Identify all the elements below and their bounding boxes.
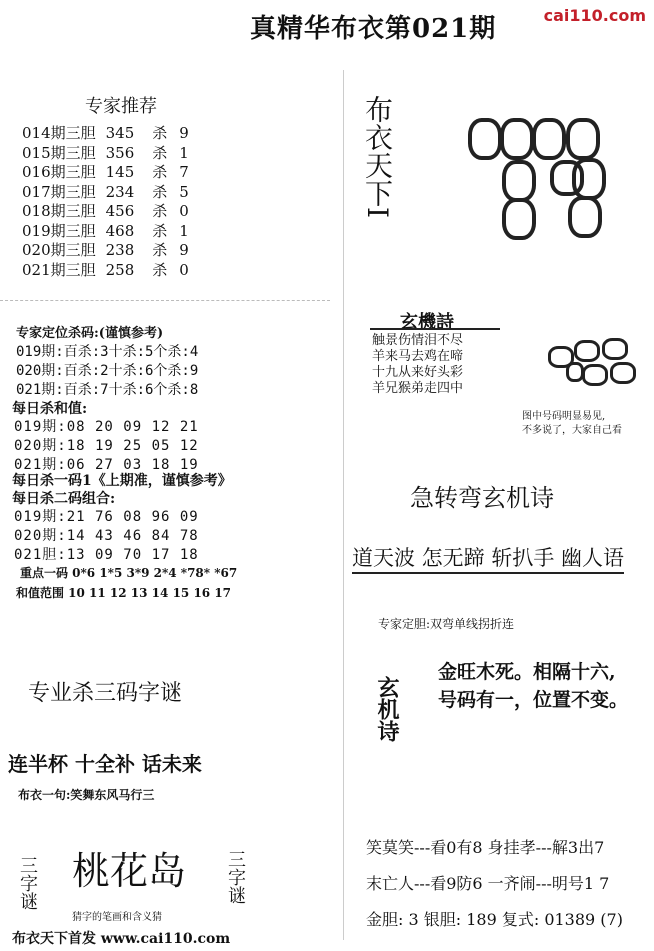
daily-sum-row: 020期:18 19 25 05 12 [14,438,199,454]
expert-pos: 专家定胆:双弯单线拐折连 [378,617,515,631]
key-code: 重点一码 0*6 1*5 3*9 2*4 *78* *67 [20,566,238,580]
riddle-sub: 布衣一句:笑舞东风马行三 [18,788,155,802]
expert-kill-label: 杀 [152,202,168,220]
daily-two-row: 019期:21 76 08 96 09 [14,509,199,525]
expert-row [22,183,189,203]
bottom-clue: 笑莫笑---看0有8 身挂孝---解3出7 [366,838,605,857]
riddle-title: 专业杀三码字谜 [28,681,183,706]
expert-row [22,222,189,242]
position-kill-title: 专家定位杀码:(谨慎参考) [16,326,164,341]
xuan-lines [438,658,628,714]
expert-nums: 258 [105,260,135,279]
poem-lines [372,333,463,397]
poem-line: 触景伤情泪不尽 [372,333,464,348]
hint-text [522,410,622,438]
divider [0,300,330,301]
circle-mark [582,364,608,386]
expert-kill: 5 [179,182,189,201]
expert-nums: 456 [105,202,135,220]
expert-kill: 0 [179,202,189,220]
circle-mark [502,198,536,240]
expert-kill-label: 杀 [152,124,168,142]
turn-line: 道天波 怎无蹄 斩扒手 幽人语 [352,542,624,574]
expert-kill: 1 [179,143,189,162]
circle-mark [602,338,628,360]
bottom-clues [366,830,623,938]
expert-kill-label: 杀 [152,182,168,201]
daily-sum-row: 021期:06 27 03 18 19 [14,457,199,473]
expert-nums: 238 [105,241,135,259]
expert-period: 016期三胆 [22,163,96,181]
xuan-line: 金旺木死。相隔十六, [438,661,616,683]
expert-kill: 9 [179,241,189,259]
circle-mark [502,160,536,202]
poem-line: 羊来马去鸡在啼 [372,349,464,364]
daily-one: 每日杀一码1《上期准，谨慎参考》 [12,473,232,489]
poem-line: 羊兄猴弟走四中 [372,381,464,396]
expert-kill: 1 [179,221,189,240]
sum-range: 和值范围 10 11 12 13 14 15 16 17 [16,586,232,600]
expert-kill: 0 [179,260,189,279]
expert-row [22,144,189,164]
daily-sum-title: 每日杀和值: [12,401,88,417]
expert-period: 014期三胆 [22,124,96,142]
xuan-line: 号码有一，位置不变。 [438,689,629,711]
brand-vertical: 布衣天下I [361,95,394,219]
expert-kill-label: 杀 [152,221,168,240]
expert-kill: 7 [179,163,189,181]
expert-kill: 9 [179,124,189,142]
hint-line: 图中号码明显易见, [522,411,606,422]
expert-nums: 145 [105,163,135,181]
circle-mark [566,118,600,160]
bottom-clue: 末亡人---看9防6 一齐闹---明号1 7 [366,874,610,893]
expert-nums: 468 [105,221,135,240]
daily-two-list [14,508,199,565]
expert-title: 专家推荐 [85,96,157,117]
expert-kill-label: 杀 [152,241,168,259]
position-kill-row: 019期:百杀:3十杀:5个杀:4 [16,344,199,360]
expert-kill-label: 杀 [152,163,168,181]
expert-period: 020期三胆 [22,241,96,259]
expert-period: 017期三胆 [22,182,96,201]
footer: 布衣天下首发 www.cai110.com [12,931,231,947]
circle-mark [568,196,602,238]
expert-kill-label: 杀 [152,143,168,162]
daily-two-row: 020期:14 43 46 84 78 [14,528,199,544]
xuan-vertical: 玄机诗 [374,676,400,742]
riddle-center: 桃花岛 [72,849,187,893]
circle-mark [500,118,534,160]
expert-nums: 234 [105,182,135,201]
riddle-side-left: 三字谜 [17,856,38,910]
poem-rule [370,328,500,330]
circle-mark [574,340,600,362]
daily-sum-list [14,418,199,475]
circle-mark [572,158,606,200]
daily-two-row: 021胆:13 09 70 17 18 [14,547,199,563]
daily-sum-row: 019期:08 20 09 12 21 [14,419,199,435]
expert-row [22,261,189,281]
turn-title: 急转弯玄机诗 [410,484,554,512]
hint-line: 不多说了，大家自己看 [522,425,622,436]
poem-title: 玄機詩 [400,312,454,333]
circle-mark [610,362,636,384]
expert-nums: 356 [105,143,135,162]
page-title: 真精华布衣第021期 [250,14,497,44]
expert-period: 018期三胆 [22,202,96,220]
expert-kill-label: 杀 [152,260,168,279]
circle-mark [532,118,566,160]
expert-period: 021期三胆 [22,260,96,279]
column-divider [343,70,344,940]
expert-list [22,124,189,280]
riddle-side-right: 三字谜 [225,850,246,904]
circle-mark [468,118,502,160]
expert-row [22,124,189,144]
site-logo-text[interactable]: cai110.com [543,6,646,25]
position-kill-list [16,343,198,400]
daily-two-title: 每日杀二码组合: [12,491,116,507]
poem-line: 十九从来好头彩 [372,365,464,380]
riddle-note: 猜字的笔画和含义猜 [72,912,162,923]
expert-period: 015期三胆 [22,143,96,162]
expert-row [22,163,189,183]
expert-row [22,241,189,261]
position-kill-row: 021期:百杀:7十杀:6个杀:8 [16,382,199,398]
riddle-line: 连半杯 十全补 话未来 [8,752,202,776]
position-kill-row: 020期:百杀:2十杀:6个杀:9 [16,363,199,379]
expert-row [22,202,189,222]
bottom-clue: 金胆: 3 银胆: 189 复式: 01389 (7) [366,910,623,929]
circle-mark [566,362,584,382]
expert-nums: 345 [105,124,135,142]
expert-period: 019期三胆 [22,221,96,240]
